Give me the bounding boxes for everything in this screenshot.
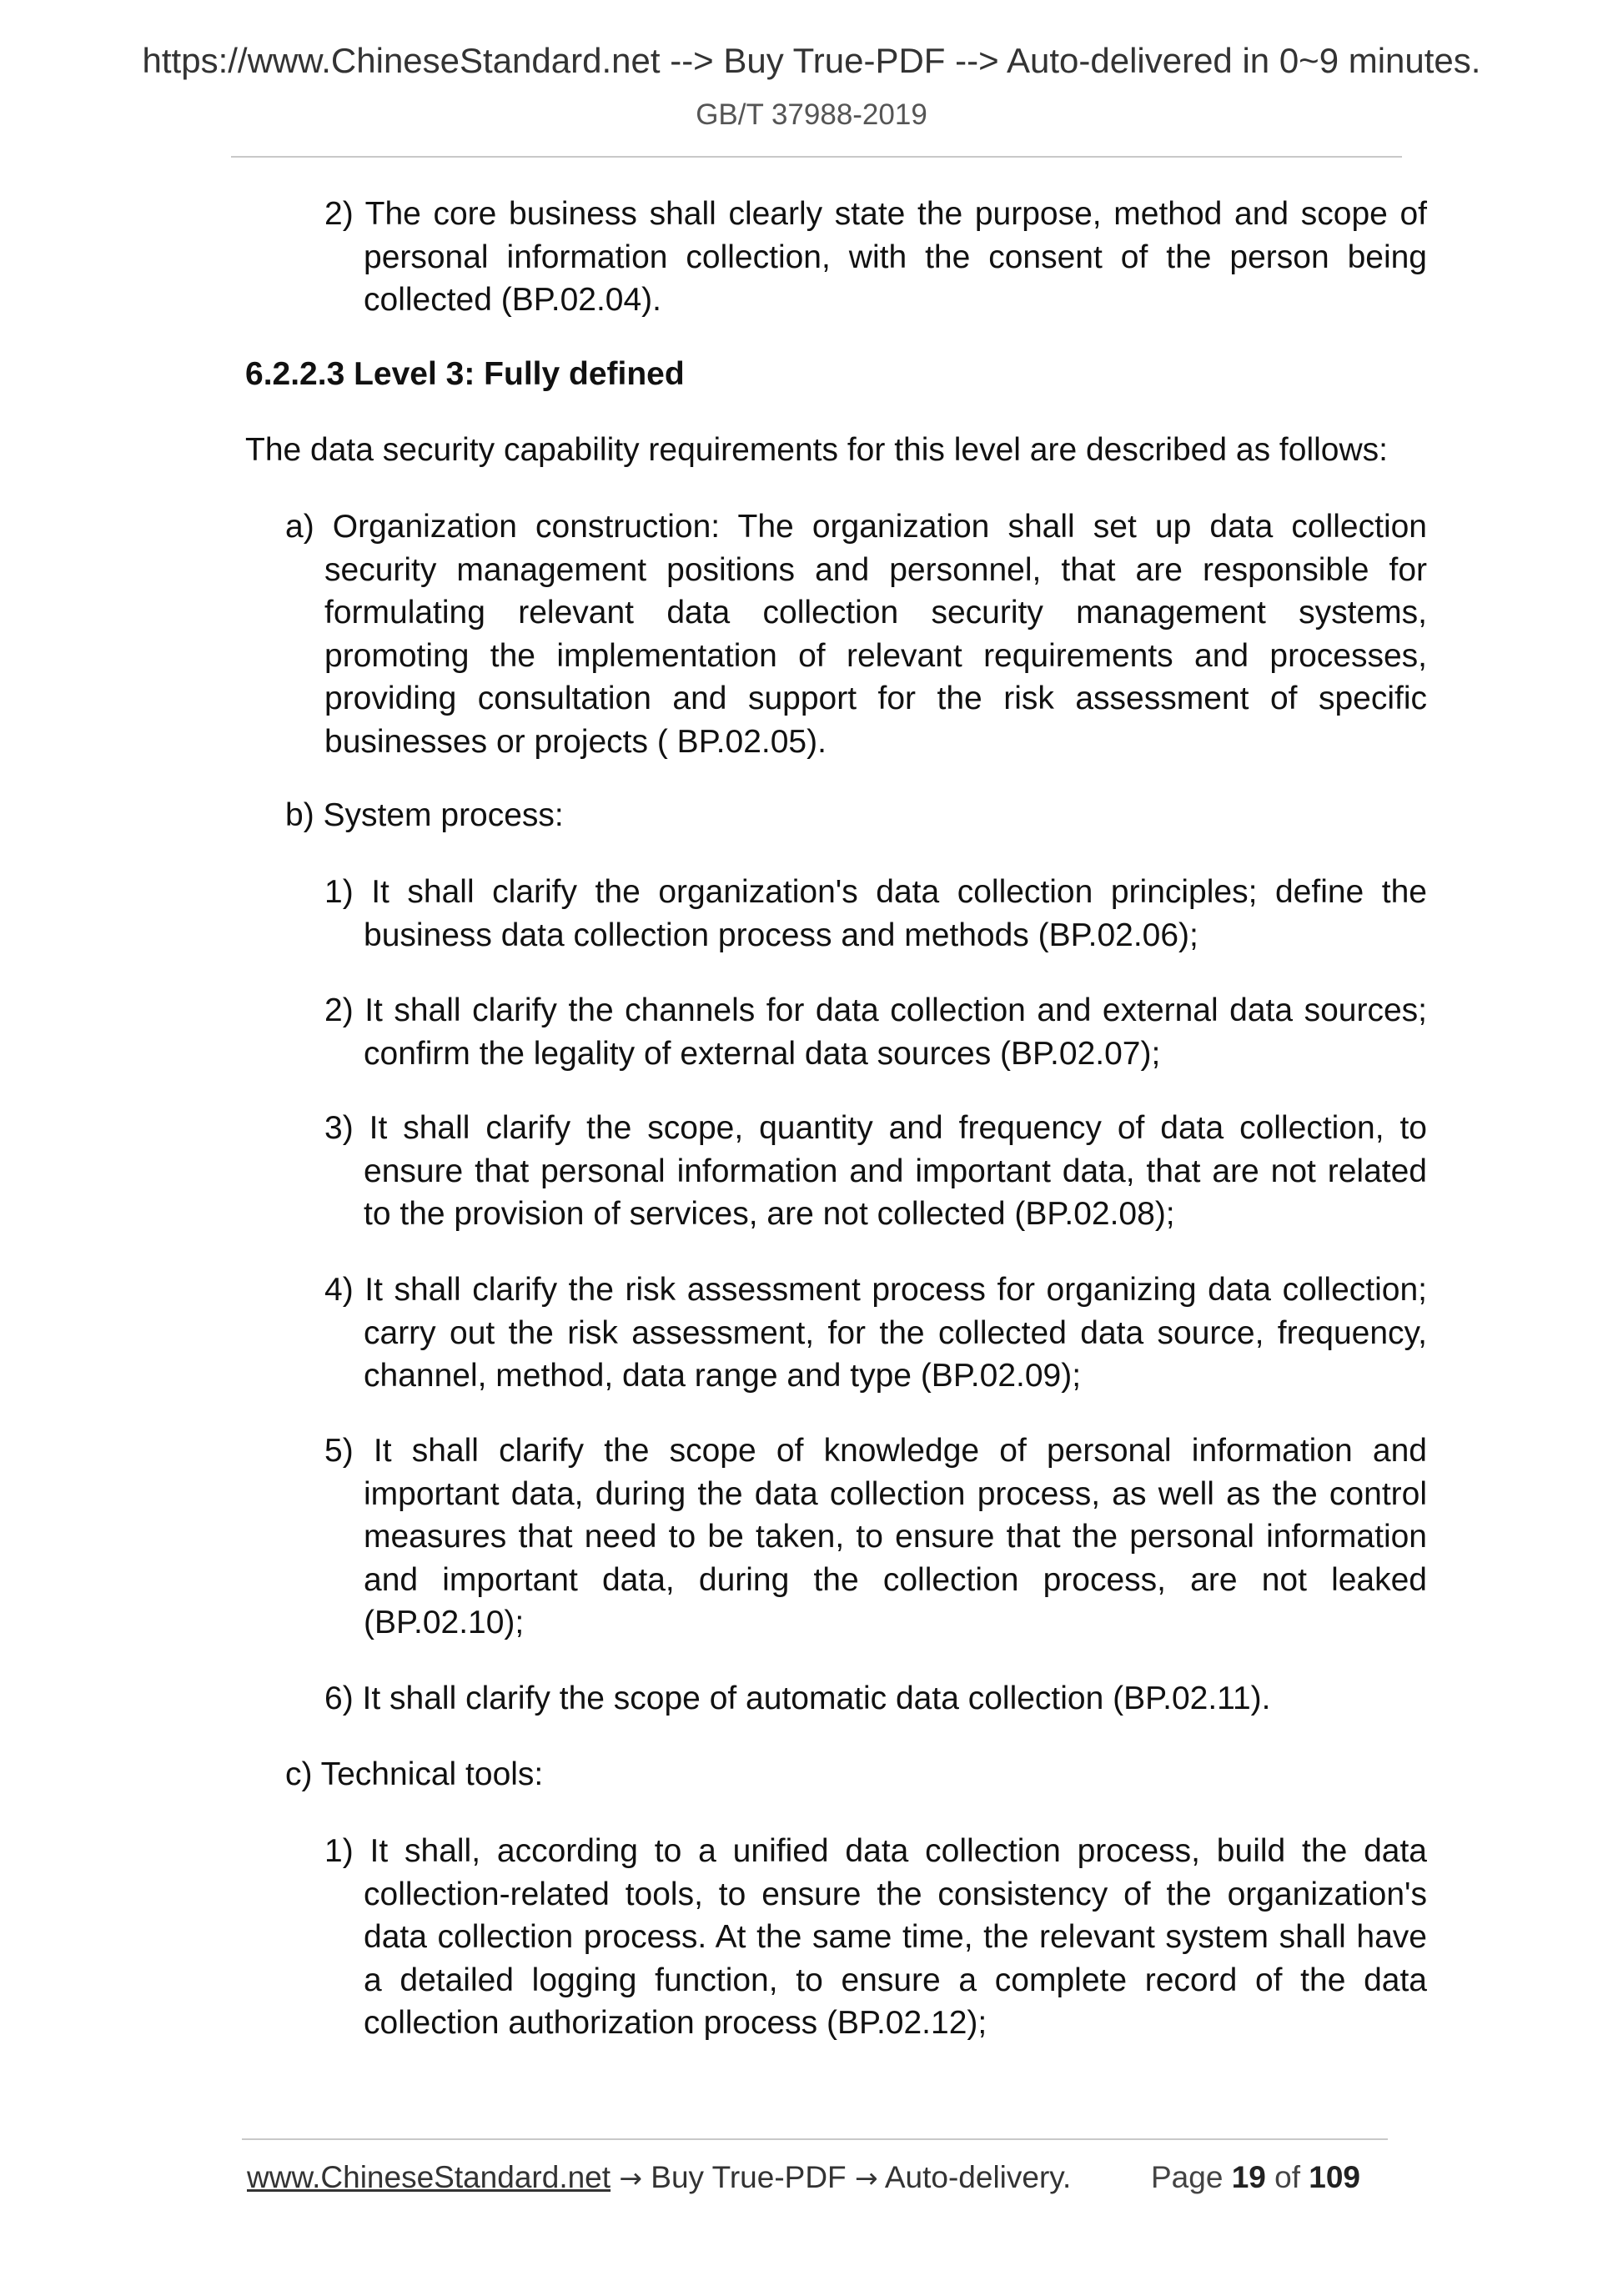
item-c-technical-tools: c) Technical tools: <box>285 1756 544 1792</box>
item-b-system-process: b) System process: <box>285 797 564 833</box>
section-heading: 6.2.2.3 Level 3: Fully defined <box>245 356 685 392</box>
header-url-line: https://www.ChineseStandard.net --> Buy True-PDF --> Auto-delivered in 0~9 minutes. <box>142 41 1481 80</box>
header-divider <box>231 156 1402 158</box>
item-b1: 1) It shall clarify the organization's data collection principles; define the business data collection process and methods (BP.02.06); <box>324 874 1427 953</box>
item-b5: 5) It shall clarify the scope of knowledge of personal information and important data, during the data collection process, as well as the control measures that need to be taken, to ensure that the personal information and important data, during the collection process, are not leaked (BP.02.10); <box>324 1433 1427 1640</box>
footer-promo <box>247 2160 1071 2195</box>
standard-number: GB/T 37988-2019 <box>696 98 927 131</box>
item-a-organization: a) Organization construction: The organization shall set up data collection security management positions and personnel, that are responsible for formulating relevant data collection security management systems, promoting the implementation of relevant requirements and processes, providing consultation and support for the risk assessment of specific businesses or projects ( BP.02.05). <box>285 509 1427 760</box>
footer-buy-text: Buy True-PDF <box>651 2160 847 2194</box>
item-c1: 1) It shall, according to a unified data collection process, build the data collection-related tools, to ensure the consistency of the organization's data collection process. At the same time, the relevant system shall have a detailed logging function, to ensure a complete record of the data collection authorization process (BP.02.12); <box>324 1833 1427 2041</box>
list-item-prev-2: 2) The core business shall clearly state the purpose, method and scope of personal information collection, with the consent of the person being collected (BP.02.04). <box>324 196 1427 318</box>
footer-divider <box>242 2138 1388 2140</box>
footer-delivery-text: Auto-delivery. <box>884 2160 1072 2194</box>
arrow-right-icon: → <box>619 2162 642 2194</box>
footer-site-link[interactable]: www.ChineseStandard.net <box>247 2160 611 2194</box>
intro-paragraph: The data security capability requirements for this level are described as follows: <box>245 432 1388 468</box>
page-indicator <box>1151 2160 1360 2195</box>
arrow-right-icon: → <box>854 2162 878 2194</box>
item-b2: 2) It shall clarify the channels for data collection and external data sources; confirm the legality of external data sources (BP.02.07); <box>324 992 1427 1072</box>
item-b4: 4) It shall clarify the risk assessment process for organizing data collection; carry out the risk assessment, for the collected data source, frequency, channel, method, data range and type (BP.02.09); <box>324 1272 1427 1394</box>
item-b3: 3) It shall clarify the scope, quantity and frequency of data collection, to ensure that personal information and important data, that are not related to the provision of services, are not collected (BP.02.08); <box>324 1110 1427 1232</box>
page-current: 19 <box>1231 2160 1266 2194</box>
page-label: Page <box>1151 2160 1224 2194</box>
page-of-label: of <box>1274 2160 1300 2194</box>
item-b6: 6) It shall clarify the scope of automatic data collection (BP.02.11). <box>324 1681 1271 1716</box>
page-total: 109 <box>1309 2160 1361 2194</box>
